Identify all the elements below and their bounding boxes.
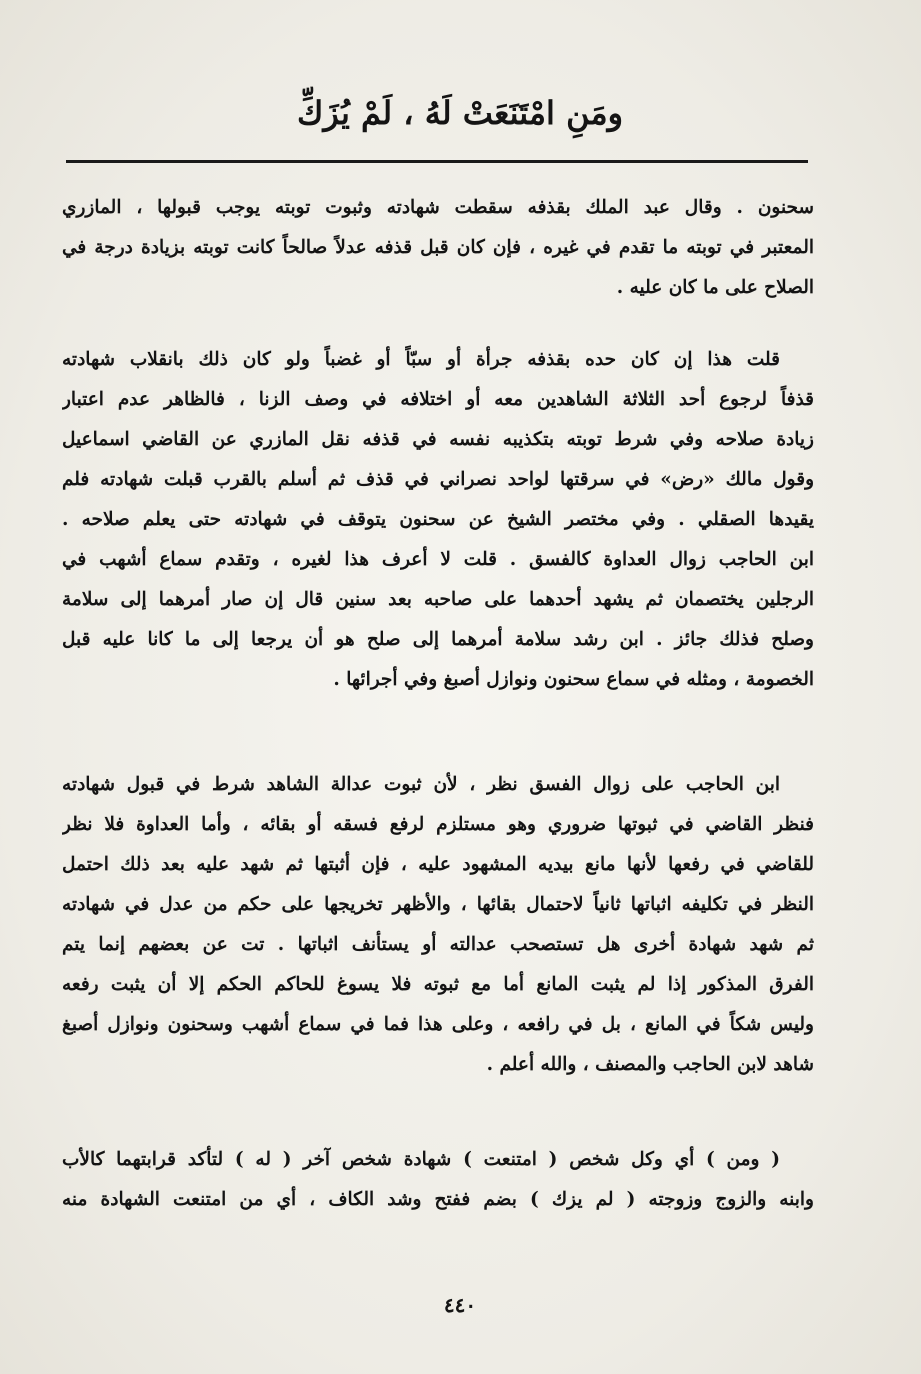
- page-number: ٤٤٠: [443, 1293, 477, 1317]
- text-line: النظر في تكليفه اثباتها ثانياً لاحتمال بقائها ، والأظهر تخريجها على حكم من عدل في شهادته: [62, 894, 814, 915]
- text-line: للقاضي في رفعها لأنها مانع بيديه المشهود عليه ، فإن أثبتها ثم شهد عليه بعد ذلك احتمل: [62, 854, 814, 875]
- text-line: ثم شهد شهادة أخرى هل تستصحب عدالته أو يستأنف اثباتها . تت عن بعضهم إنما يتم: [62, 934, 814, 955]
- text-line: ابن الحاجب على زوال الفسق نظر ، لأن ثبوت عدالة الشاهد شرط في قبول شهادته: [62, 774, 780, 795]
- page-header-title: ومَنِ امْتَنَعَتْ لَهُ ، لَمْ يُزَكِّ: [296, 94, 624, 132]
- text-line: قلت هذا إن كان حده بقذفه جرأة أو سبّاً أو غضباً ولو كان ذلك بانقلاب شهادته: [62, 349, 780, 370]
- text-line: يقيدها الصقلي . وفي مختصر الشيخ عن سحنون يتوقف في شهادته حتى يعلم صلاحه .: [62, 509, 814, 530]
- text-line: وابنه والزوج وزوجته ( لم يزك ) بضم ففتح وشد الكاف ، أي من امتنعت الشهادة منه: [62, 1189, 814, 1210]
- header-divider: [66, 160, 808, 163]
- text-line: فنظر القاضي في ثبوتها ضروري وهو مستلزم لرفع فسقه أو بقائه ، وأما العداوة فلا نظر: [62, 814, 814, 835]
- paragraph-3: [62, 765, 814, 1085]
- paragraph-2: [62, 340, 814, 700]
- text-line: سحنون . وقال عبد الملك بقذفه سقطت شهادته وثبوت توبته يوجب قبولها ، المازري: [62, 197, 814, 218]
- text-line: الصلاح على ما كان عليه .: [616, 277, 814, 298]
- text-line: ابن الحاجب زوال العداوة كالفسق . قلت لا أعرف هذا لغيره ، وتقدم سماع أشهب في: [62, 549, 814, 570]
- text-line: الخصومة ، ومثله في سماع سحنون ونوازل أصبغ وفي أجرائها .: [333, 669, 814, 690]
- text-line: وقول مالك «رض» في سرقتها لواحد نصراني في قذف ثم أسلم بالقرب قبلت شهادته فلم: [62, 469, 814, 490]
- text-line: وليس شكاً في المانع ، بل في رافعه ، وعلى هذا فما في سماع أشهب وسحنون ونوازل أصبغ: [62, 1014, 814, 1035]
- text-line: المعتبر في توبته ما تقدم في غيره ، فإن كان قبل قذفه عدلاً صالحاً كانت توبته بزيادة درجة في: [62, 237, 814, 258]
- paragraph-4: [62, 1140, 814, 1220]
- text-line: الفرق المذكور إذا لم يثبت المانع أما مع ثبوته فلا يسوغ للحاكم الحكم إلا أن يثبت رفعه: [62, 974, 814, 995]
- text-line: شاهد لابن الحاجب والمصنف ، والله أعلم .: [486, 1054, 814, 1075]
- text-line: زيادة صلاحه وفي شرط توبته بتكذيبه نفسه في قذفه نقل المازري عن القاضي اسماعيل: [62, 429, 814, 450]
- text-line: ( ومن ) أي وكل شخص ( امتنعت ) شهادة شخص آخر ( له ) لتأكد قرابتهما كالأب: [62, 1149, 780, 1170]
- text-line: وصلح فذلك جائز . ابن رشد سلامة أمرهما إلى صلح هو أن يرجعا إلى ما كانا عليه قبل: [62, 629, 814, 650]
- paragraph-1: [62, 188, 814, 308]
- text-line: الرجلين يختصمان ثم يشهد أحدهما على صاحبه بعد سنين قال إن صار أمرهما إلى سلامة: [62, 589, 814, 610]
- text-line: قذفاً لرجوع أحد الثلاثة الشاهدين معه أو اختلافه في وصف الزنا ، فالظاهر عدم اعتبار: [62, 389, 814, 410]
